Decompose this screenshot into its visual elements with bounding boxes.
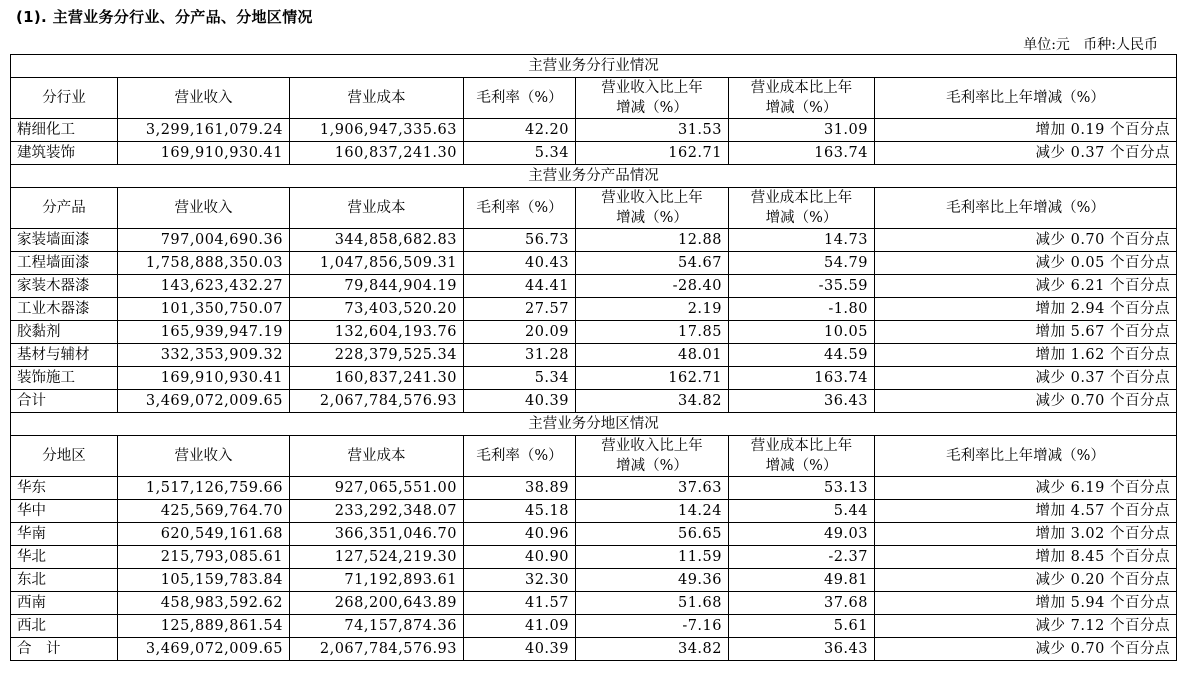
row-label: 华北 xyxy=(11,546,118,569)
cell-revenue: 125,889,861.54 xyxy=(118,615,290,638)
cell-revenue: 143,623,432.27 xyxy=(118,275,290,298)
cell-rev-change: -28.40 xyxy=(576,275,729,298)
cell-cost-change: 36.43 xyxy=(729,638,875,661)
column-header-cost: 营业成本 xyxy=(290,436,464,477)
cell-rev-change: 34.82 xyxy=(576,638,729,661)
cell-revenue: 425,569,764.70 xyxy=(118,500,290,523)
cell-margin-change: 减少 6.21 个百分点 xyxy=(875,275,1177,298)
cell-cost: 74,157,874.36 xyxy=(290,615,464,638)
cell-rev-change: 2.19 xyxy=(576,298,729,321)
table-row xyxy=(11,367,1177,390)
cell-cost: 927,065,551.00 xyxy=(290,477,464,500)
cell-margin-change: 减少 0.05 个百分点 xyxy=(875,252,1177,275)
cell-revenue: 101,350,750.07 xyxy=(118,298,290,321)
column-header-cost: 营业成本 xyxy=(290,78,464,119)
cell-margin: 31.28 xyxy=(464,344,576,367)
table-row xyxy=(11,477,1177,500)
cell-cost-change: 36.43 xyxy=(729,390,875,413)
column-header-margin: 毛利率（%） xyxy=(464,78,576,119)
table-row xyxy=(11,119,1177,142)
table-row xyxy=(11,638,1177,661)
column-header-margin-change: 毛利率比上年增减（%） xyxy=(875,436,1177,477)
row-label: 合 计 xyxy=(11,638,118,661)
cell-margin-change: 增加 0.19 个百分点 xyxy=(875,119,1177,142)
column-header-cost: 营业成本 xyxy=(290,188,464,229)
column-header-margin-change: 毛利率比上年增减（%） xyxy=(875,188,1177,229)
cell-rev-change: 34.82 xyxy=(576,390,729,413)
row-label: 西南 xyxy=(11,592,118,615)
column-header-margin-change: 毛利率比上年增减（%） xyxy=(875,78,1177,119)
cell-margin-change: 减少 6.19 个百分点 xyxy=(875,477,1177,500)
cell-cost: 1,906,947,335.63 xyxy=(290,119,464,142)
cell-margin: 41.09 xyxy=(464,615,576,638)
cell-margin-change: 增加 5.94 个百分点 xyxy=(875,592,1177,615)
cell-cost-change: 53.13 xyxy=(729,477,875,500)
cell-rev-change: 51.68 xyxy=(576,592,729,615)
row-label: 工程墙面漆 xyxy=(11,252,118,275)
row-label: 基材与辅材 xyxy=(11,344,118,367)
cell-cost-change: 14.73 xyxy=(729,229,875,252)
column-header-row xyxy=(11,436,1177,477)
cell-margin-change: 减少 7.12 个百分点 xyxy=(875,615,1177,638)
cell-rev-change: 49.36 xyxy=(576,569,729,592)
cell-cost-change: -1.80 xyxy=(729,298,875,321)
table-row xyxy=(11,615,1177,638)
cell-margin-change: 增加 2.94 个百分点 xyxy=(875,298,1177,321)
cell-cost: 160,837,241.30 xyxy=(290,142,464,165)
cell-cost-change: 163.74 xyxy=(729,367,875,390)
table-row xyxy=(11,252,1177,275)
cell-cost: 233,292,348.07 xyxy=(290,500,464,523)
cell-revenue: 458,983,592.62 xyxy=(118,592,290,615)
cell-cost: 127,524,219.30 xyxy=(290,546,464,569)
section-title: 主营业务分产品情况 xyxy=(11,165,1177,188)
column-header-rev-change: 营业收入比上年 增减（%） xyxy=(576,436,729,477)
cell-margin-change: 增加 1.62 个百分点 xyxy=(875,344,1177,367)
table-row xyxy=(11,546,1177,569)
table-row xyxy=(11,344,1177,367)
cell-margin-change: 增加 3.02 个百分点 xyxy=(875,523,1177,546)
cell-margin: 40.96 xyxy=(464,523,576,546)
cell-rev-change: -7.16 xyxy=(576,615,729,638)
cell-rev-change: 31.53 xyxy=(576,119,729,142)
column-header-rev-change: 营业收入比上年 增减（%） xyxy=(576,78,729,119)
cell-margin-change: 减少 0.70 个百分点 xyxy=(875,229,1177,252)
cell-cost: 79,844,904.19 xyxy=(290,275,464,298)
cell-rev-change: 17.85 xyxy=(576,321,729,344)
column-header-rev-change: 营业收入比上年 增减（%） xyxy=(576,188,729,229)
section-title-row xyxy=(11,55,1177,78)
cell-cost-change: 5.44 xyxy=(729,500,875,523)
table-row xyxy=(11,298,1177,321)
row-label: 华中 xyxy=(11,500,118,523)
cell-cost: 73,403,520.20 xyxy=(290,298,464,321)
table-row xyxy=(11,592,1177,615)
cell-margin: 40.43 xyxy=(464,252,576,275)
cell-margin-change: 减少 0.70 个百分点 xyxy=(875,638,1177,661)
cell-cost-change: 5.61 xyxy=(729,615,875,638)
row-label: 家装木器漆 xyxy=(11,275,118,298)
cell-cost-change: -2.37 xyxy=(729,546,875,569)
section-title-row xyxy=(11,413,1177,436)
cell-cost: 132,604,193.76 xyxy=(290,321,464,344)
row-label: 装饰施工 xyxy=(11,367,118,390)
table-row xyxy=(11,142,1177,165)
row-label: 胶黏剂 xyxy=(11,321,118,344)
table-row xyxy=(11,523,1177,546)
section-title: 主营业务分行业情况 xyxy=(11,55,1177,78)
cell-rev-change: 56.65 xyxy=(576,523,729,546)
cell-margin: 40.39 xyxy=(464,638,576,661)
column-header-cost-change: 营业成本比上年 增减（%） xyxy=(729,188,875,229)
row-label: 华东 xyxy=(11,477,118,500)
column-header-category: 分行业 xyxy=(11,78,118,119)
cell-margin: 40.90 xyxy=(464,546,576,569)
cell-margin-change: 减少 0.37 个百分点 xyxy=(875,367,1177,390)
section-title-row xyxy=(11,165,1177,188)
cell-margin-change: 减少 0.70 个百分点 xyxy=(875,390,1177,413)
column-header-revenue: 营业收入 xyxy=(118,436,290,477)
column-header-revenue: 营业收入 xyxy=(118,78,290,119)
table-row xyxy=(11,390,1177,413)
table-row xyxy=(11,229,1177,252)
main-business-table xyxy=(10,54,1177,661)
row-label: 华南 xyxy=(11,523,118,546)
cell-revenue: 105,159,783.84 xyxy=(118,569,290,592)
cell-margin: 38.89 xyxy=(464,477,576,500)
cell-cost-change: 31.09 xyxy=(729,119,875,142)
column-header-cost-change: 营业成本比上年 增减（%） xyxy=(729,78,875,119)
cell-margin: 5.34 xyxy=(464,142,576,165)
cell-rev-change: 54.67 xyxy=(576,252,729,275)
cell-cost-change: 54.79 xyxy=(729,252,875,275)
cell-revenue: 1,758,888,350.03 xyxy=(118,252,290,275)
table-row xyxy=(11,500,1177,523)
column-header-margin: 毛利率（%） xyxy=(464,436,576,477)
cell-revenue: 165,939,947.19 xyxy=(118,321,290,344)
table-row xyxy=(11,321,1177,344)
cell-cost-change: 37.68 xyxy=(729,592,875,615)
cell-margin: 42.20 xyxy=(464,119,576,142)
cell-cost-change: 49.03 xyxy=(729,523,875,546)
cell-cost: 366,351,046.70 xyxy=(290,523,464,546)
cell-cost-change: 10.05 xyxy=(729,321,875,344)
cell-cost: 1,047,856,509.31 xyxy=(290,252,464,275)
cell-revenue: 215,793,085.61 xyxy=(118,546,290,569)
cell-margin: 56.73 xyxy=(464,229,576,252)
cell-rev-change: 162.71 xyxy=(576,367,729,390)
column-header-category: 分地区 xyxy=(11,436,118,477)
row-label: 西北 xyxy=(11,615,118,638)
cell-margin: 27.57 xyxy=(464,298,576,321)
cell-cost: 2,067,784,576.93 xyxy=(290,638,464,661)
table-row xyxy=(11,275,1177,298)
cell-margin: 45.18 xyxy=(464,500,576,523)
row-label: 合计 xyxy=(11,390,118,413)
cell-cost: 2,067,784,576.93 xyxy=(290,390,464,413)
cell-rev-change: 37.63 xyxy=(576,477,729,500)
cell-revenue: 797,004,690.36 xyxy=(118,229,290,252)
cell-margin: 5.34 xyxy=(464,367,576,390)
cell-margin-change: 增加 8.45 个百分点 xyxy=(875,546,1177,569)
cell-cost: 268,200,643.89 xyxy=(290,592,464,615)
cell-rev-change: 11.59 xyxy=(576,546,729,569)
column-header-margin: 毛利率（%） xyxy=(464,188,576,229)
row-label: 家装墙面漆 xyxy=(11,229,118,252)
column-header-category: 分产品 xyxy=(11,188,118,229)
cell-revenue: 169,910,930.41 xyxy=(118,142,290,165)
cell-margin: 20.09 xyxy=(464,321,576,344)
cell-rev-change: 48.01 xyxy=(576,344,729,367)
cell-cost: 228,379,525.34 xyxy=(290,344,464,367)
row-label: 东北 xyxy=(11,569,118,592)
row-label: 工业木器漆 xyxy=(11,298,118,321)
cell-cost-change: -35.59 xyxy=(729,275,875,298)
currency-unit-note: 单位:元 币种:人民币 xyxy=(1023,37,1158,53)
cell-cost-change: 49.81 xyxy=(729,569,875,592)
section-heading: (1). 主营业务分行业、分产品、分地区情况 xyxy=(16,8,313,26)
table-row xyxy=(11,569,1177,592)
cell-rev-change: 12.88 xyxy=(576,229,729,252)
cell-rev-change: 162.71 xyxy=(576,142,729,165)
column-header-row xyxy=(11,188,1177,229)
row-label: 精细化工 xyxy=(11,119,118,142)
cell-revenue: 3,469,072,009.65 xyxy=(118,638,290,661)
cell-cost: 160,837,241.30 xyxy=(290,367,464,390)
cell-revenue: 1,517,126,759.66 xyxy=(118,477,290,500)
cell-margin-change: 减少 0.20 个百分点 xyxy=(875,569,1177,592)
cell-cost: 344,858,682.83 xyxy=(290,229,464,252)
cell-revenue: 620,549,161.68 xyxy=(118,523,290,546)
cell-margin: 41.57 xyxy=(464,592,576,615)
cell-margin-change: 增加 4.57 个百分点 xyxy=(875,500,1177,523)
cell-revenue: 3,469,072,009.65 xyxy=(118,390,290,413)
column-header-row xyxy=(11,78,1177,119)
row-label: 建筑装饰 xyxy=(11,142,118,165)
cell-margin: 44.41 xyxy=(464,275,576,298)
cell-cost: 71,192,893.61 xyxy=(290,569,464,592)
cell-margin: 40.39 xyxy=(464,390,576,413)
cell-revenue: 169,910,930.41 xyxy=(118,367,290,390)
column-header-revenue: 营业收入 xyxy=(118,188,290,229)
cell-margin: 32.30 xyxy=(464,569,576,592)
cell-margin-change: 增加 5.67 个百分点 xyxy=(875,321,1177,344)
column-header-cost-change: 营业成本比上年 增减（%） xyxy=(729,436,875,477)
cell-margin-change: 减少 0.37 个百分点 xyxy=(875,142,1177,165)
cell-cost-change: 163.74 xyxy=(729,142,875,165)
section-title: 主营业务分地区情况 xyxy=(11,413,1177,436)
cell-rev-change: 14.24 xyxy=(576,500,729,523)
cell-revenue: 332,353,909.32 xyxy=(118,344,290,367)
cell-revenue: 3,299,161,079.24 xyxy=(118,119,290,142)
cell-cost-change: 44.59 xyxy=(729,344,875,367)
